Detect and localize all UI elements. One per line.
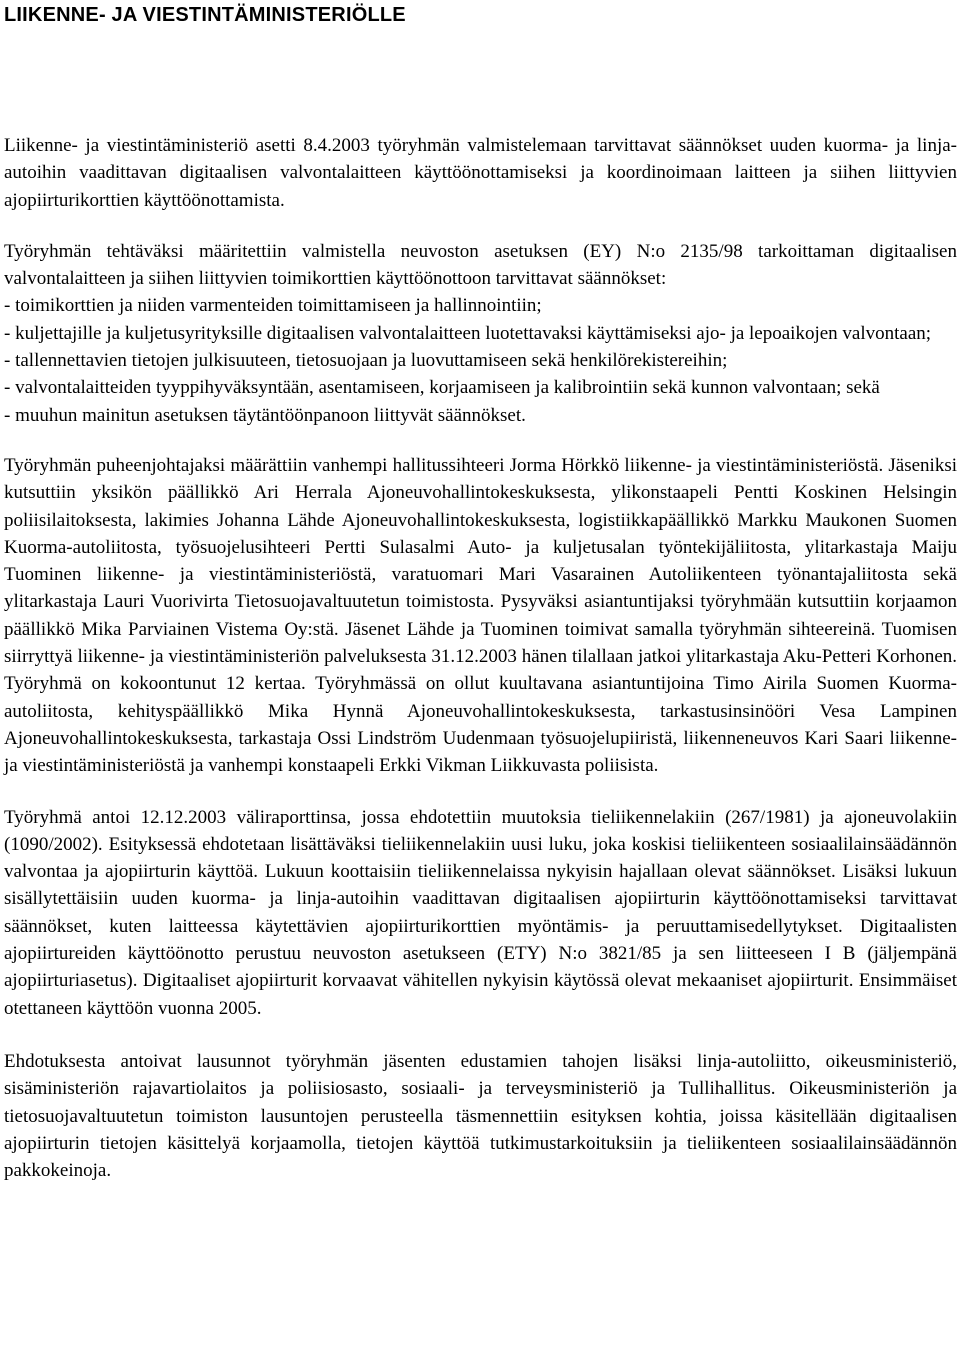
- task-list-item: - tallennettavien tietojen julkisuuteen, tietosuojaan ja luovuttamiseen sekä henkilörekistereihin;: [4, 350, 728, 372]
- task-section: [4, 238, 957, 429]
- task-intro-paragraph: Työryhmän tehtäväksi määritettiin valmistella neuvoston asetuksen (EY) N:o 2135/98 tarkoittaman digitaalisen valvontalaitteen ja siihen liittyvien toimikorttien käyttöönottoon tarvittavat säännökset:: [4, 240, 957, 290]
- members-paragraph: Työryhmän puheenjohtajaksi määrättiin vanhempi hallitussihteeri Jorma Hörkkö liikenne- ja viestintäministeriöstä. Jäseniksi kutsuttiin yksikön päällikkö Ari Herrala Ajoneuvohallintokeskuksesta, ylikonstaapeli Pentti Koskinen Helsingin poliisilaitoksesta, lakimies Johanna Lähde Ajoneuvohallintokeskuksesta, logistiikkapäällikkö Markku Maukonen Suomen Kuorma-autoliitosta, työsuojelusihteeri Pertti Sulasalmi Auto- ja kuljetusalan työntekijäliitosta, ylitarkastaja Maiju Tuominen liikenne- ja viestintäministeriöstä, varatuomari Mari Vasarainen Autoliikenteen työnantajaliitosta sekä ylitarkastaja Lauri Vuorivirta Tietosuojavaltuutetun toimistosta. Pysyväksi asiantuntijaksi työryhmään kutsuttiin korjaamon päällikkö Mika Parviainen Vistema Oy:stä. Jäsenet Lähde ja Tuominen toimivat samalla työryhmän sihteereinä. Tuomisen siirryttyä liikenne- ja viestintäministeriön palveluksesta 31.12.2003 hänen tilallaan jatkoi ylitarkastaja Aku-Petteri Korhonen. Työryhmä on kokoontunut 12 kertaa. Työryhmässä on ollut kuultavana asiantuntijoina Timo Airila Suomen Kuorma-autoliitosta, kehityspäällikkö Mika Hynnä Ajoneuvohallintokeskuksesta, tarkastusinsinööri Vesa Lampinen Ajoneuvohallintokeskuksesta, tarkastaja Ossi Lindström Uudenmaan työsuojelupiiristä, liikenneneuvos Kari Saari liikenne- ja viestintäministeriöstä ja vanhempi konstaapeli Erkki Vikman Liikkuvasta poliisista.: [4, 454, 957, 777]
- document-page: [4, 0, 957, 1184]
- comments-paragraph: Ehdotuksesta antoivat lausunnot työryhmän jäsenten edustamien tahojen lisäksi linja-autoliitto, oikeusministeriö, sisäministeriön rajavartiolaitos ja poliisiosasto, sosiaali- ja terveysministeriö ja Tullihallitus. Oikeusministeriön ja tietosuojavaltuutetun toimiston lausuntojen perusteella täsmennettiin esityksen kohtia, joissa käsitellään digitaalisen ajopiirturin tietojen käsittelyä korjaamolla, tietojen käyttöä tutkimustarkoituksiin ja tieliikenteen sosiaalilainsäädännön pakkokeinoja.: [4, 1050, 957, 1182]
- task-list-item: - valvontalaitteiden tyyppihyväksyntään, asentamiseen, korjaamiseen ja kalibrointiin sekä kunnon valvontaan; sekä: [4, 377, 880, 399]
- task-list-item: - muuhun mainitun asetuksen täytäntöönpanoon liittyvät säännökset.: [4, 404, 526, 426]
- report-paragraph: Työryhmä antoi 12.12.2003 väliraporttinsa, jossa ehdotettiin muutoksia tieliikennelakiin (267/1981) ja ajoneuvolakiin (1090/2002). Esityksessä ehdotetaan lisättäväksi tieliikennelakiin uusi luku, joka koskisi tieliikenteen sosiaalilainsäädännön valvontaa ja ajopiirturin käyttöä. Lukuun koottaisiin tieliikennelaissa nykyisin hajallaan olevat säännökset. Lisäksi lukuun sisällytettäisiin uuden kuorma- ja linja-autoihin vaadittavan digitaalisen ajopiirturin käyttöönottamiseksi tarvittavat säännökset, kuten laitteessa käytettävien ajopiirturikorttien myöntämis- ja peruuttamisedellytykset. Digitaalisten ajopiirtureiden käyttöönotto perustuu neuvoston asetukseen (ETY) N:o 3821/85 ja sen liitteeseen I B (jäljempänä ajopiirturiasetus). Digitaaliset ajopiirturit korvaavat vähitellen nykyisin käytössä olevat mekaaniset ajopiirturit. Ensimmäiset otettaneen käyttöön vuonna 2005.: [4, 806, 957, 1019]
- intro-paragraph: Liikenne- ja viestintäministeriö asetti 8.4.2003 työryhmän valmistelemaan tarvittavat säännökset uuden kuorma- ja linja-autoihin vaadittavan digitaalisen valvontalaitteen käyttöönottamiseksi ja koordinoimaan laitteen ja siihen liittyvien ajopiirturikorttien käyttöönottamista.: [4, 135, 957, 211]
- task-list-item: - toimikorttien ja niiden varmenteiden toimittamiseen ja hallinnointiin;: [4, 295, 542, 317]
- task-list-item: - kuljettajille ja kuljetusyrityksille digitaalisen valvontalaitteen luotettavaksi käyttämiseksi ajo- ja lepoaikojen valvontaan;: [4, 322, 932, 344]
- document-heading: LIIKENNE- JA VIESTINTÄMINISTERIÖLLE: [4, 4, 406, 26]
